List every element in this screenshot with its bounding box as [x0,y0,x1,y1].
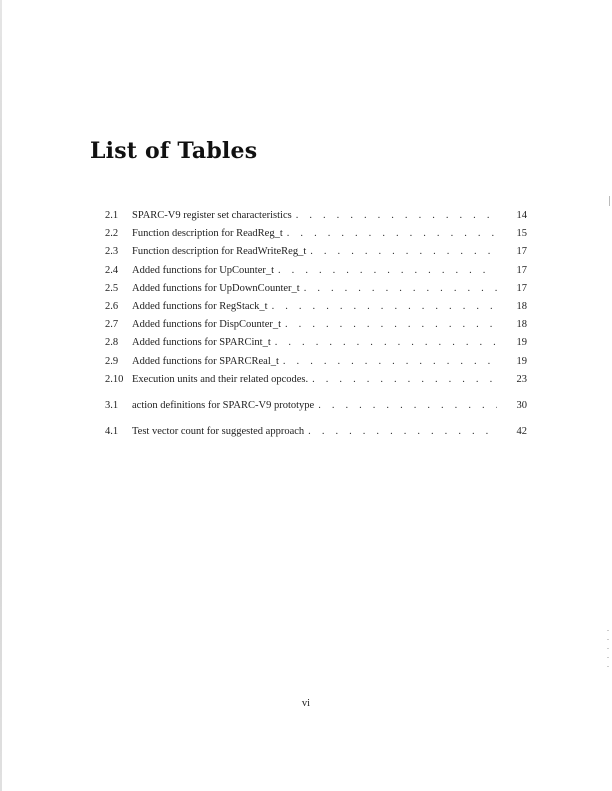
entry-title: Added functions for SPARCReal_t [132,355,279,367]
table-entry[interactable] [105,207,527,225]
entry-title: Execution units and their related opcodes. [132,373,309,385]
table-entry[interactable] [105,316,527,334]
entry-number: 2.7 [105,319,119,331]
dot-leader [272,298,497,316]
entry-page: 18 [516,300,527,312]
entry-title: Test vector count for suggested approach [132,426,305,438]
entry-page: 17 [516,282,527,294]
entry-title: Added functions for RegStack_t [132,300,268,312]
entry-number: 2.4 [105,264,119,276]
dot-leader [278,262,497,280]
entry-number: 2.5 [105,282,119,294]
entry-title: Function description for ReadReg_t [132,228,283,240]
entry-title: action definitions for SPARC-V9 prototype [132,399,315,411]
table-entry[interactable] [105,334,527,352]
entry-page: 15 [516,228,527,240]
entry-number: 2.10 [105,373,124,385]
entry-page: 19 [516,337,527,349]
dot-leader [285,316,497,334]
table-entry[interactable] [105,397,527,415]
table-entry[interactable] [105,280,527,298]
entry-page: 19 [516,355,527,367]
table-entry[interactable] [105,353,527,371]
entry-page: 17 [516,264,527,276]
table-entry[interactable] [105,243,527,261]
entry-title: Added functions for UpDownCounter_t [132,282,300,294]
entry-number: 3.1 [105,399,119,411]
entry-page: 42 [516,426,527,438]
page-edge-shadow [0,0,2,791]
page-number: vi [301,698,311,709]
scan-mark [609,196,610,206]
page-title: List of Tables [90,138,258,164]
table-entry[interactable] [105,423,527,441]
dot-leader [296,207,497,225]
table-entry[interactable] [105,298,527,316]
chapter-3-group [105,397,527,415]
dot-leader [312,371,497,389]
entry-number: 2.8 [105,337,119,349]
table-entry[interactable] [105,225,527,243]
entry-title: SPARC-V9 register set characteristics [132,210,292,221]
chapter-2-group [105,207,527,389]
scan-specks [607,630,609,670]
entry-page: 14 [516,210,527,221]
table-entry[interactable] [105,262,527,280]
entry-title: Added functions for SPARCint_t [132,337,271,349]
entry-title: Function description for ReadWriteReg_t [132,246,307,258]
entry-number: 2.2 [105,228,119,240]
dot-leader [287,225,497,243]
entry-page: 17 [516,246,527,258]
dot-leader [318,397,497,415]
list-of-tables [105,207,527,449]
entry-number: 2.3 [105,246,119,258]
entry-number: 2.9 [105,355,119,367]
table-entry[interactable] [105,371,527,389]
chapter-4-group [105,423,527,441]
dot-leader [304,280,497,298]
entry-title: Added functions for UpCounter_t [132,264,275,276]
dot-leader [283,353,497,371]
entry-number: 2.6 [105,300,119,312]
entry-number: 2.1 [105,210,119,221]
entry-page: 18 [516,319,527,331]
dot-leader [310,243,497,261]
entry-page: 30 [516,399,527,411]
dot-leader [275,334,497,352]
entry-number: 4.1 [105,426,119,438]
entry-title: Added functions for DispCounter_t [132,319,282,331]
dot-leader [308,423,497,441]
entry-page: 23 [516,373,527,385]
